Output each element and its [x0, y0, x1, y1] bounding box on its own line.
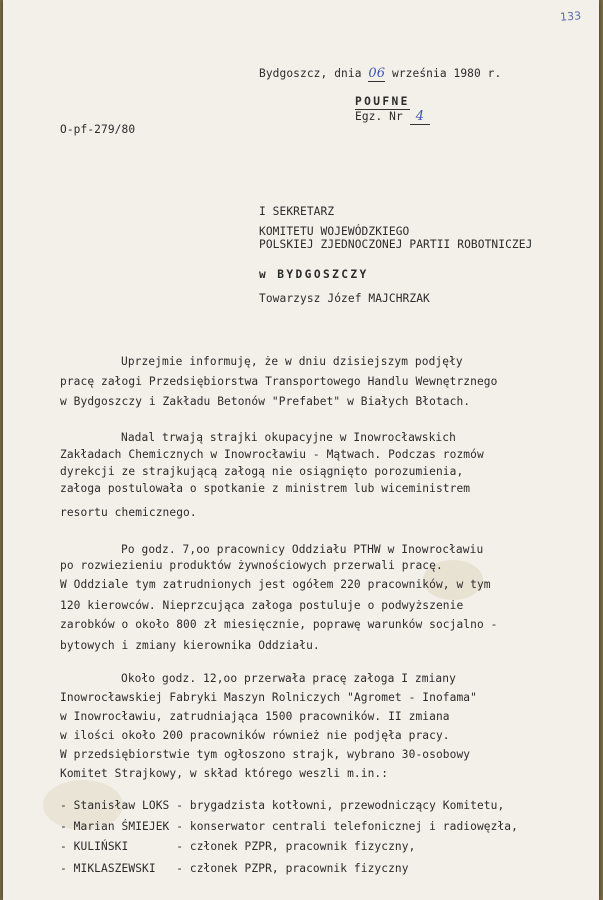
reference-number: O-pf-279/80	[60, 123, 136, 136]
recipient-city: w BYDGOSZCZY	[259, 268, 369, 281]
body-line: w ilości około 200 pracowników również nie podjęła pracy.	[60, 729, 450, 742]
recipient-line-1: I SEKRETARZ	[259, 205, 335, 218]
recipient-name: Towarzysz Józef MAJCHRZAK	[259, 292, 430, 305]
copy-number-line	[355, 110, 430, 124]
body-line: w Inowrocławiu, zatrudniająca 1500 pracowników. II zmiana	[60, 710, 450, 723]
body-line: Około godz. 12,oo przerwała pracę załoga I zmiany	[121, 672, 456, 685]
body-line: Komitet Strajkowy, w skład którego weszli m.in.:	[60, 767, 389, 780]
body-line: Zakładach Chemicznych w Inowrocławiu - Mątwach. Podczas rozmów	[60, 448, 484, 461]
handwritten-copy-number: 4	[410, 109, 430, 125]
place-date-line	[259, 67, 501, 81]
body-line: dyrekcji ze strajkującą załogą nie osiągnięto porozumienia,	[60, 465, 464, 478]
body-line: w Bydgoszczy i Zakładu Betonów "Prefabet" w Białych Błotach.	[60, 395, 471, 408]
classification-stamp: POUFNE	[355, 95, 410, 108]
recipient-line-3: POLSKIEJ ZJEDNOCZONEJ PARTII ROBOTNICZEJ	[259, 238, 533, 251]
body-line: resortu chemicznego.	[60, 506, 197, 519]
place-date-prefix: Bydgoszcz, dnia	[259, 67, 362, 80]
page-number: 133	[559, 9, 582, 24]
committee-member: - MIKLASZEWSKI - członek PZPR, pracownik fizyczny	[60, 862, 409, 875]
body-line: W przedsiębiorstwie tym ogłoszono strajk, wybrano 30-osobowy	[60, 748, 471, 761]
recipient-line-2: KOMITETU WOJEWÓDZKIEGO	[259, 225, 410, 238]
committee-member: - Marian ŚMIEJEK - konserwator centrali telefonicznej i radiowęzła,	[60, 820, 518, 833]
body-line: Po godz. 7,oo pracownicy Oddziału PTHW w Inowrocławiu	[121, 543, 484, 556]
body-line: Inowrocławskiej Fabryki Maszyn Rolniczych "Agromet - Inofama"	[60, 691, 477, 704]
committee-member: - Stanisław LOKS - brygadzista kotłowni, przewodniczący Komitetu,	[60, 799, 505, 812]
body-line: pracę załogi Przedsiębiorstwa Transportowego Handlu Wewnętrznego	[60, 375, 498, 388]
body-line: Nadal trwają strajki okupacyjne w Inowrocławskich	[121, 431, 456, 444]
body-line: 120 kierowców. Nieprzcująca załoga postuluje o podwyższenie	[60, 599, 464, 612]
body-line: bytowych i zmiany kierownika Oddziału.	[60, 639, 320, 652]
copy-label: Egz. Nr	[355, 110, 403, 123]
handwritten-day: 06	[368, 66, 386, 81]
body-line: W Oddziale tym zatrudnionych jest ogółem 220 pracowników, w tym	[60, 578, 491, 591]
body-line: zarobków o około 800 zł miesięcznie, poprawę warunków socjalno -	[60, 618, 498, 631]
body-line: po rozwiezieniu produktów żywnościowych przerwali pracę.	[60, 559, 443, 572]
body-line: Uprzejmie informuję, że w dniu dzisiejszym podjęły	[121, 355, 463, 368]
place-date-suffix: września 1980 r.	[391, 67, 502, 80]
body-line: załoga postulowała o spotkanie z ministrem lub wiceministrem	[60, 482, 471, 495]
document-page	[3, 0, 599, 900]
committee-member: - KULIŃSKI - członek PZPR, pracownik fizyczny,	[60, 840, 416, 853]
